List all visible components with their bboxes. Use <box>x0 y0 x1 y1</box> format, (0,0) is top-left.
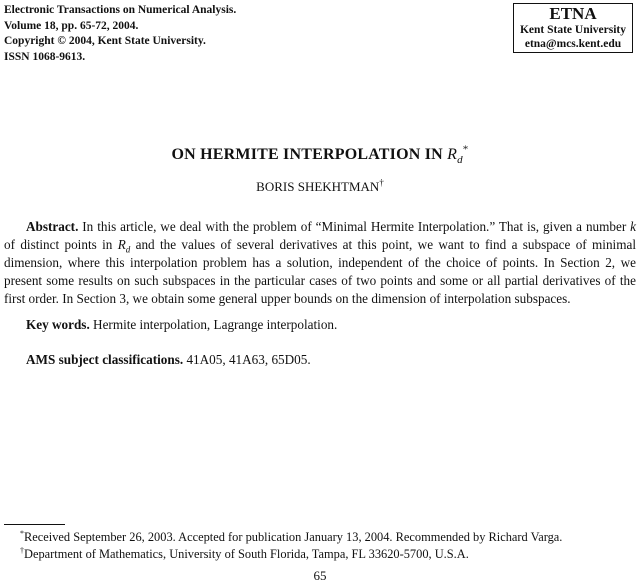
abstract-label: Abstract. <box>26 219 79 234</box>
ams-classification-line <box>26 352 311 368</box>
issn-line: ISSN 1068-9613. <box>4 50 86 63</box>
keywords-text: Hermite interpolation, Lagrange interpolation. <box>89 317 338 332</box>
page-number: 65 <box>313 568 327 583</box>
title-math: $R_d$ <box>447 146 463 167</box>
variable-k: k <box>630 219 636 234</box>
footnote-received: *Received September 26, 2003. Accepted for publication January 13, 2004. Recommended by Richard Varga. <box>20 528 563 544</box>
volume-info: Volume 18, pp. 65-72, 2004. <box>4 19 139 32</box>
etna-university: Kent State University <box>519 24 627 36</box>
footnote-affiliation: †Department of Mathematics, University of South Florida, Tampa, FL 33620-5700, U.S.A. <box>20 545 469 561</box>
journal-name: Electronic Transactions on Numerical Analysis. <box>4 4 237 16</box>
ams-text: 41A05, 41A63, 65D05. <box>183 352 311 367</box>
abstract-math-rd: $R_d$ <box>117 237 131 255</box>
title-footnote-mark: * <box>462 143 469 156</box>
etna-logo-box <box>513 3 633 53</box>
journal-header <box>4 3 236 65</box>
author-line <box>0 179 640 195</box>
copyright-line: Copyright © 2004, Kent State University. <box>4 35 206 47</box>
abstract-paragraph: Abstract. In this article, we deal with the problem of “Minimal Hermite Interpolation.” That is, given a number k of distinct points in $R_d$ and the values of several derivatives at this point, we want to find a subspace of minimal dimension, where this interpolation problem has a solution, independent of the choice of points. In Section 2, we present some results on such subspaces in the particular cases of two points and some or all partial derivatives of the first order. In Section 3, we obtain some general upper bounds on the dimension of interpolation subspaces. <box>4 219 636 306</box>
ams-label: AMS subject classifications. <box>26 352 184 367</box>
keywords-label: Key words. <box>26 317 90 332</box>
paper-title <box>0 143 640 167</box>
footnote-rule <box>4 524 65 525</box>
author-name: BORIS SHEKHTMAN <box>256 179 380 194</box>
author-footnote-mark: † <box>379 177 384 188</box>
keywords-line <box>26 317 337 333</box>
etna-email: etna@mcs.kent.edu <box>524 38 622 50</box>
etna-name: ETNA <box>549 4 597 23</box>
title-text: ON HERMITE INTERPOLATION IN <box>171 146 448 163</box>
